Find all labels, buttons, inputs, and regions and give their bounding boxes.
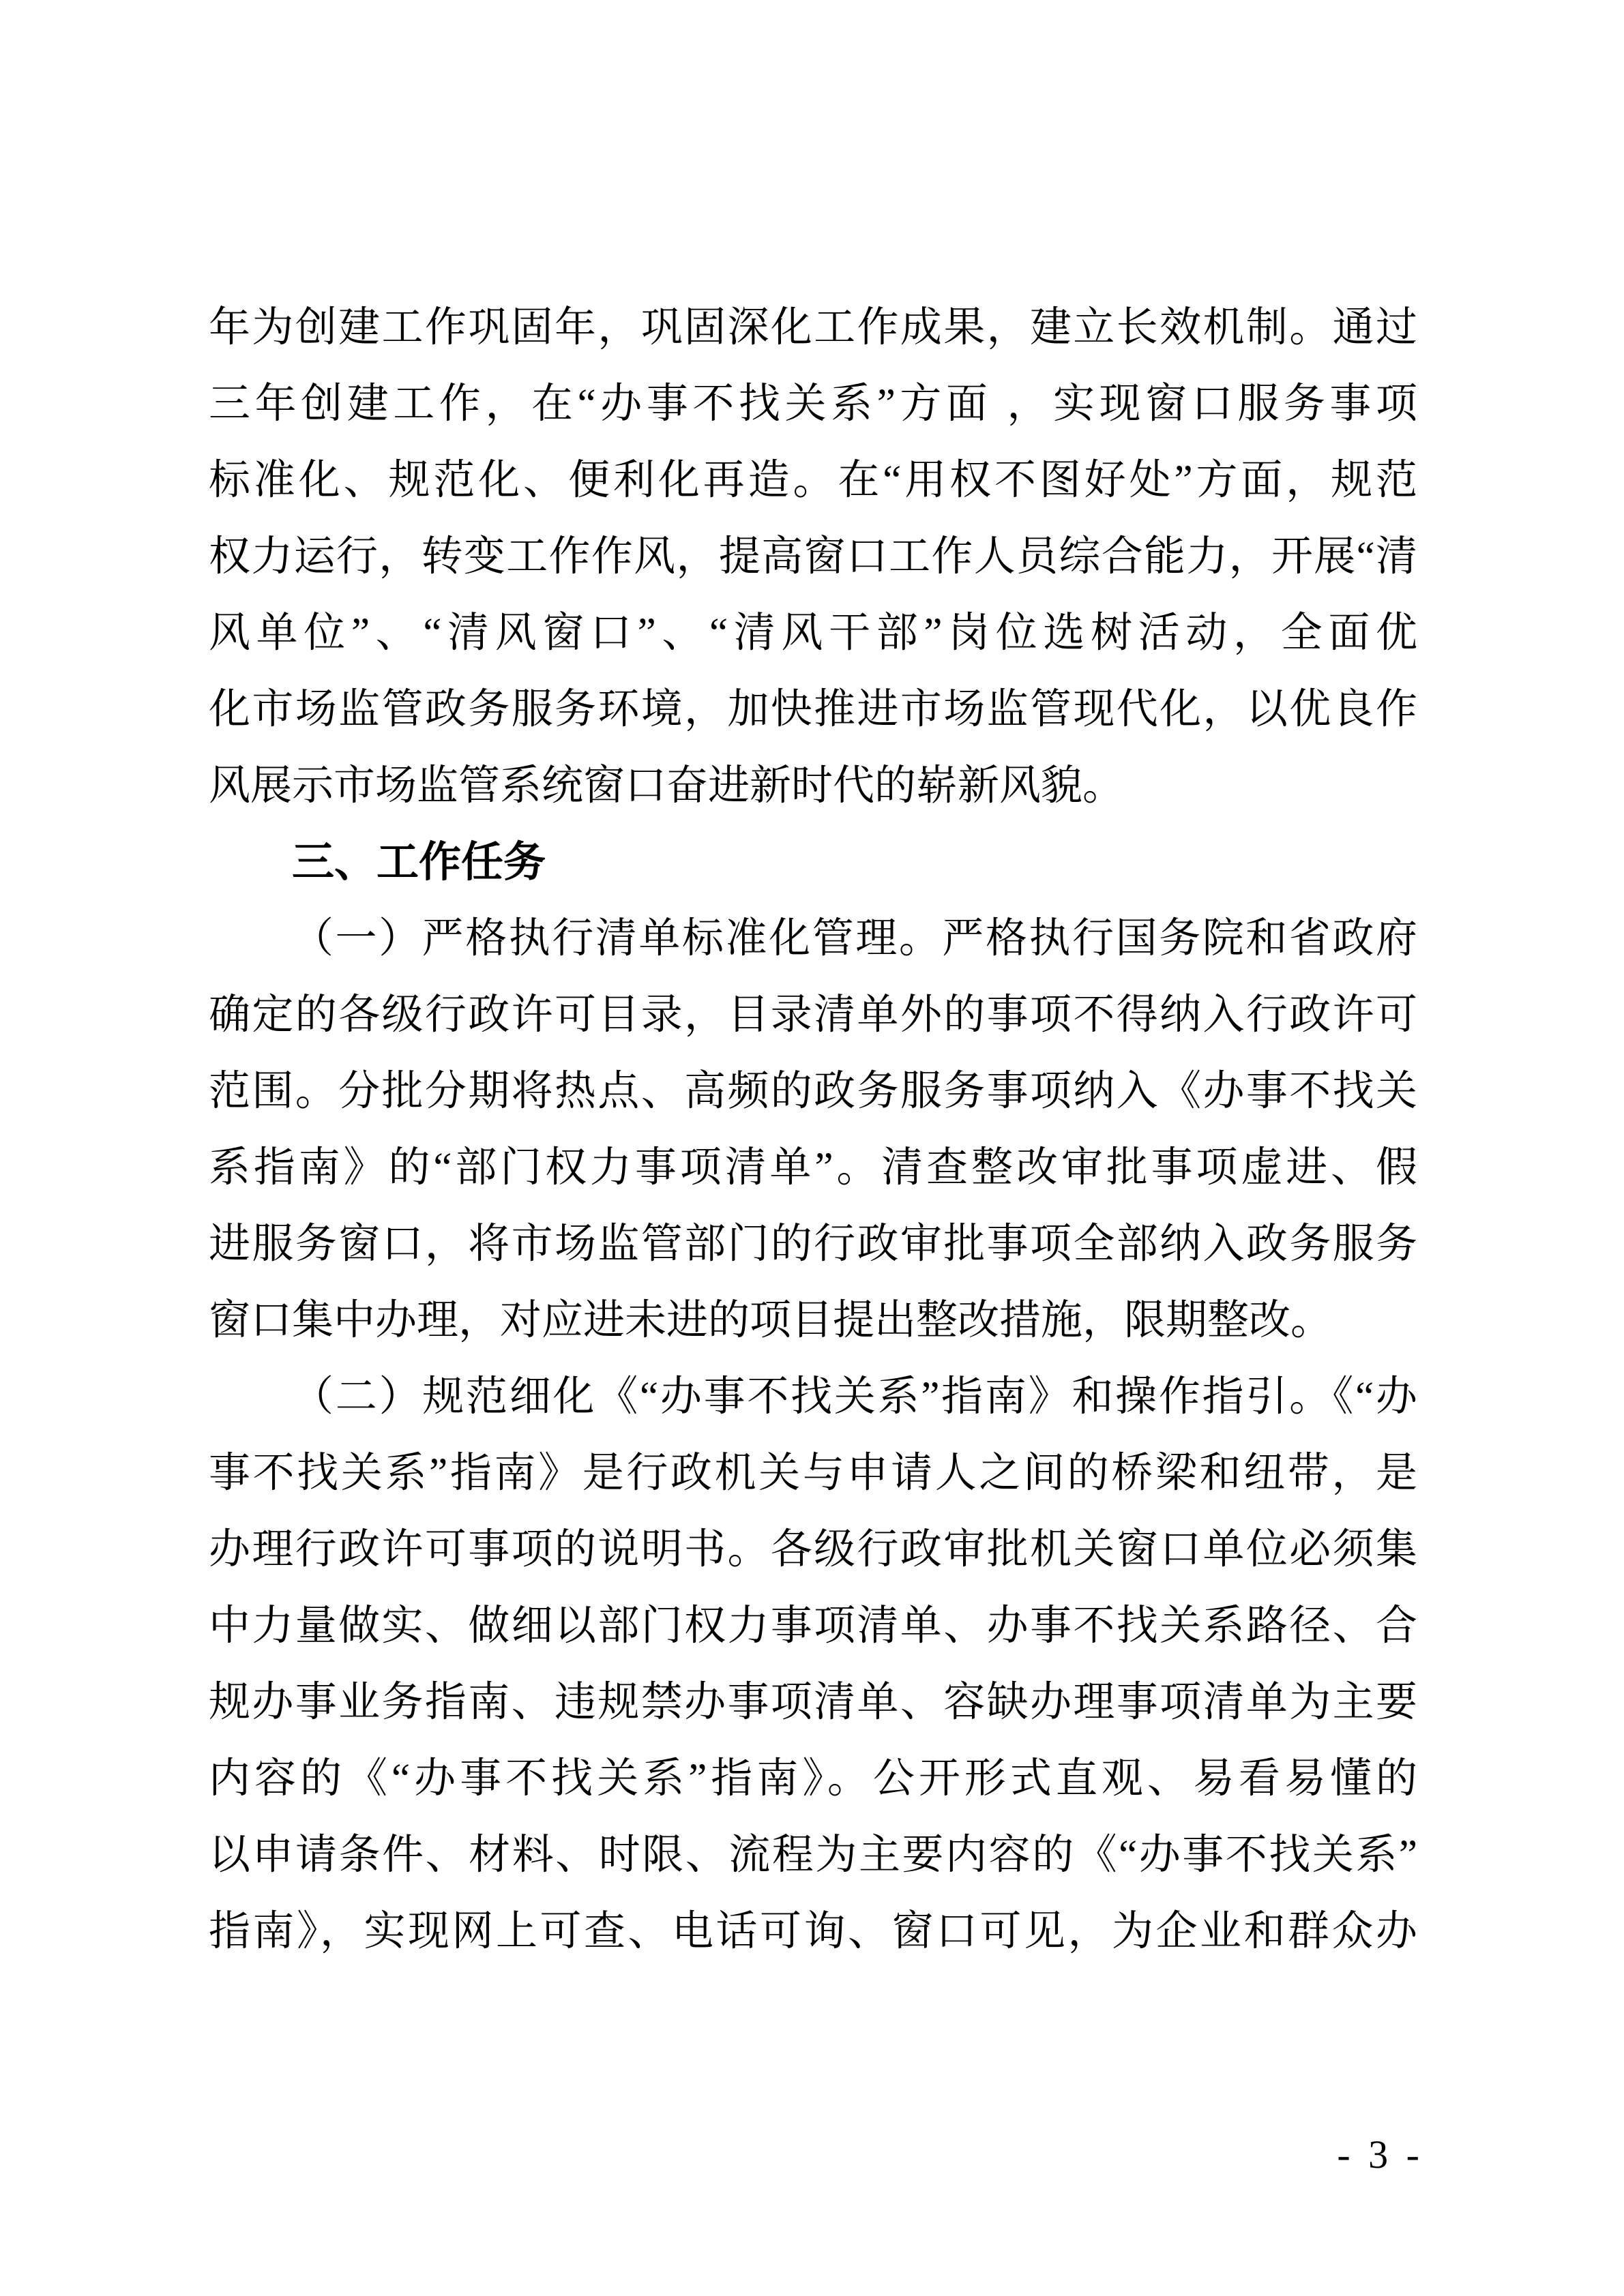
text-line: 内容的《“办事不找关系”指南》。公开形式直观、易看易懂的 [209,1756,1417,1802]
text-line: 办理行政许可事项的说明书。各级行政审批机关窗口单位必须集 [209,1527,1417,1572]
page-number: - 3 - [1337,2132,1423,2177]
text-line: 指南》，实现网上可查、电话可询、窗口可见，为企业和群众办 [209,1909,1417,1954]
text-line: 标准化、规范化、便利化再造。在“用权不图好处”方面，规范 [209,458,1417,503]
text-line: （一）严格执行清单标准化管理。严格执行国务院和省政府 [292,916,1417,961]
text-line: 中力量做实、做细以部门权力事项清单、办事不找关系路径、合 [209,1603,1417,1649]
text-line: 规办事业务指南、违规禁办事项清单、容缺办理事项清单为主要 [209,1680,1417,1725]
text-line: 以申请条件、材料、时限、流程为主要内容的《“办事不找关系” [209,1832,1417,1878]
paragraph [209,901,1417,1359]
paragraph [209,290,1417,824]
document-body [209,290,1417,1970]
text-line: 三年创建工作，在“办事不找关系”方面 ，实现窗口服务事项 [209,381,1417,427]
text-line: （二）规范细化《“办事不找关系”指南》和操作指引。《“办 [292,1374,1417,1420]
text-line: 年为创建工作巩固年，巩固深化工作成果，建立长效机制。通过 [209,305,1417,351]
text-line: 窗口集中办理，对应进未进的项目提出整改措施，限期整改。 [209,1298,1333,1343]
text-line: 范围。分批分期将热点、高频的政务服务事项纳入《办事不找关 [209,1069,1417,1114]
text-line: 系指南》的“部门权力事项清单”。清查整改审批事项虚进、假 [209,1145,1417,1191]
text-line: 化市场监管政务服务环境，加快推进市场监管现代化，以优良作 [209,687,1417,732]
section-heading: 三、工作任务 [292,839,546,886]
text-line: 权力运行，转变工作作风，提高窗口工作人员综合能力，开展“清 [209,534,1417,580]
text-line: 风展示市场监管系统窗口奋进新时代的崭新风貌。 [209,763,1125,809]
paragraph [209,1359,1417,1970]
text-line: 进服务窗口，将市场监管部门的行政审批事项全部纳入政务服务 [209,1221,1417,1267]
text-line: 确定的各级行政许可目录，目录清单外的事项不得纳入行政许可 [209,992,1417,1038]
text-line: 事不找关系”指南》是行政机关与申请人之间的桥梁和纽带，是 [209,1450,1417,1496]
text-line: 风单位”、“清风窗口”、“清风干部”岗位选树活动，全面优 [209,610,1417,656]
